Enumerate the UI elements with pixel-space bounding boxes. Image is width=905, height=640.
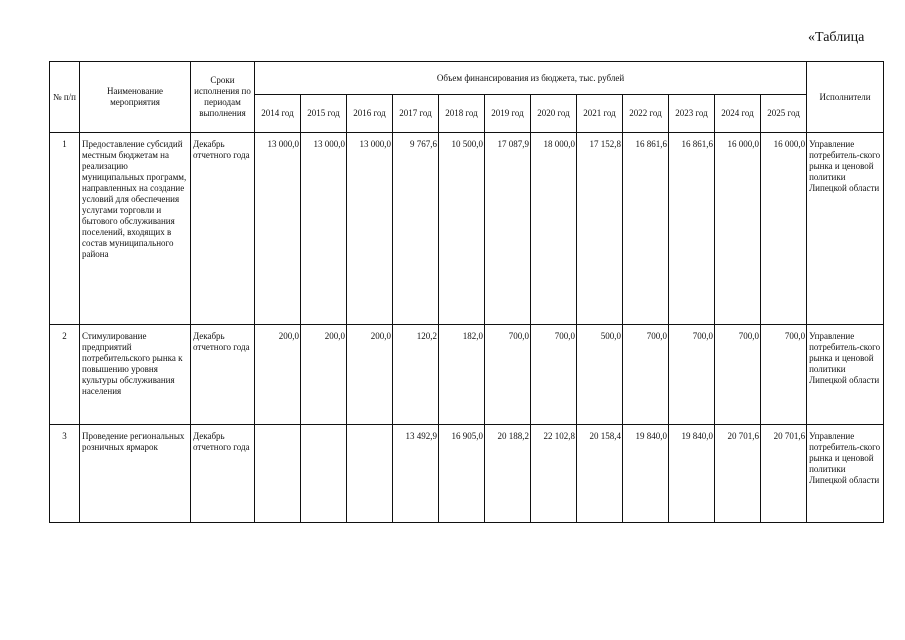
header-year: 2018 год — [439, 95, 485, 133]
header-year: 2023 год — [669, 95, 715, 133]
row-value: 18 000,0 — [531, 133, 577, 325]
row-num: 3 — [50, 425, 80, 523]
row-value: 120,2 — [393, 325, 439, 425]
row-term: Декабрь отчетного года — [191, 133, 255, 325]
row-value: 700,0 — [669, 325, 715, 425]
table-row — [50, 425, 884, 523]
row-value: 20 701,6 — [715, 425, 761, 523]
row-value: 22 102,8 — [531, 425, 577, 523]
row-value: 16 861,6 — [623, 133, 669, 325]
row-executor: Управление потребитель-ского рынка и ценовой политики Липецкой области — [807, 325, 884, 425]
row-value: 200,0 — [255, 325, 301, 425]
row-value: 13 000,0 — [301, 133, 347, 325]
table-caption: «Таблица — [808, 30, 865, 45]
row-value: 700,0 — [485, 325, 531, 425]
table-row — [50, 133, 884, 325]
header-year: 2015 год — [301, 95, 347, 133]
row-value: 13 492,9 — [393, 425, 439, 523]
funding-table — [49, 61, 884, 523]
table-row — [50, 325, 884, 425]
row-value: 500,0 — [577, 325, 623, 425]
row-value: 19 840,0 — [669, 425, 715, 523]
row-value: 13 000,0 — [347, 133, 393, 325]
row-value: 20 188,2 — [485, 425, 531, 523]
header-year: 2016 год — [347, 95, 393, 133]
header-row — [50, 62, 884, 95]
header-num: № п/п — [50, 62, 80, 133]
header-year: 2017 год — [393, 95, 439, 133]
row-value: 700,0 — [761, 325, 807, 425]
row-name: Проведение региональных розничных ярмарок — [80, 425, 191, 523]
row-value: 16 000,0 — [715, 133, 761, 325]
row-value — [347, 425, 393, 523]
header-year: 2022 год — [623, 95, 669, 133]
header-year: 2024 год — [715, 95, 761, 133]
header-year: 2019 год — [485, 95, 531, 133]
header-terms: Сроки исполнения по периодам выполнения — [191, 62, 255, 133]
row-term: Декабрь отчетного года — [191, 325, 255, 425]
row-value: 13 000,0 — [255, 133, 301, 325]
row-value: 700,0 — [623, 325, 669, 425]
row-num: 2 — [50, 325, 80, 425]
row-value: 16 861,6 — [669, 133, 715, 325]
row-value: 9 767,6 — [393, 133, 439, 325]
row-value — [301, 425, 347, 523]
header-executors: Исполнители — [807, 62, 884, 133]
row-value: 200,0 — [347, 325, 393, 425]
header-funding: Объем финансирования из бюджета, тыс. рублей — [255, 62, 807, 95]
row-value: 20 158,4 — [577, 425, 623, 523]
row-value: 20 701,6 — [761, 425, 807, 523]
row-value: 700,0 — [715, 325, 761, 425]
row-name: Стимулирование предприятий потребительского рынка к повышению уровня культуры обслуживания населения — [80, 325, 191, 425]
row-value: 700,0 — [531, 325, 577, 425]
row-value: 16 000,0 — [761, 133, 807, 325]
row-name: Предоставление субсидий местным бюджетам на реализацию муниципальных программ, направленных на создание условий для обеспечения услугами торговли и бытового обслуживания поселений, входящих в состав муниципального района — [80, 133, 191, 325]
row-value: 17 087,9 — [485, 133, 531, 325]
row-value: 182,0 — [439, 325, 485, 425]
row-executor: Управление потребитель-ского рынка и ценовой политики Липецкой области — [807, 133, 884, 325]
row-value: 10 500,0 — [439, 133, 485, 325]
header-year: 2021 год — [577, 95, 623, 133]
header-year: 2014 год — [255, 95, 301, 133]
row-executor: Управление потребитель-ского рынка и ценовой политики Липецкой области — [807, 425, 884, 523]
row-value — [255, 425, 301, 523]
row-num: 1 — [50, 133, 80, 325]
row-value: 16 905,0 — [439, 425, 485, 523]
row-value: 17 152,8 — [577, 133, 623, 325]
header-name: Наименование мероприятия — [80, 62, 191, 133]
row-value: 200,0 — [301, 325, 347, 425]
row-value: 19 840,0 — [623, 425, 669, 523]
row-term: Декабрь отчетного года — [191, 425, 255, 523]
header-year: 2025 год — [761, 95, 807, 133]
header-year: 2020 год — [531, 95, 577, 133]
